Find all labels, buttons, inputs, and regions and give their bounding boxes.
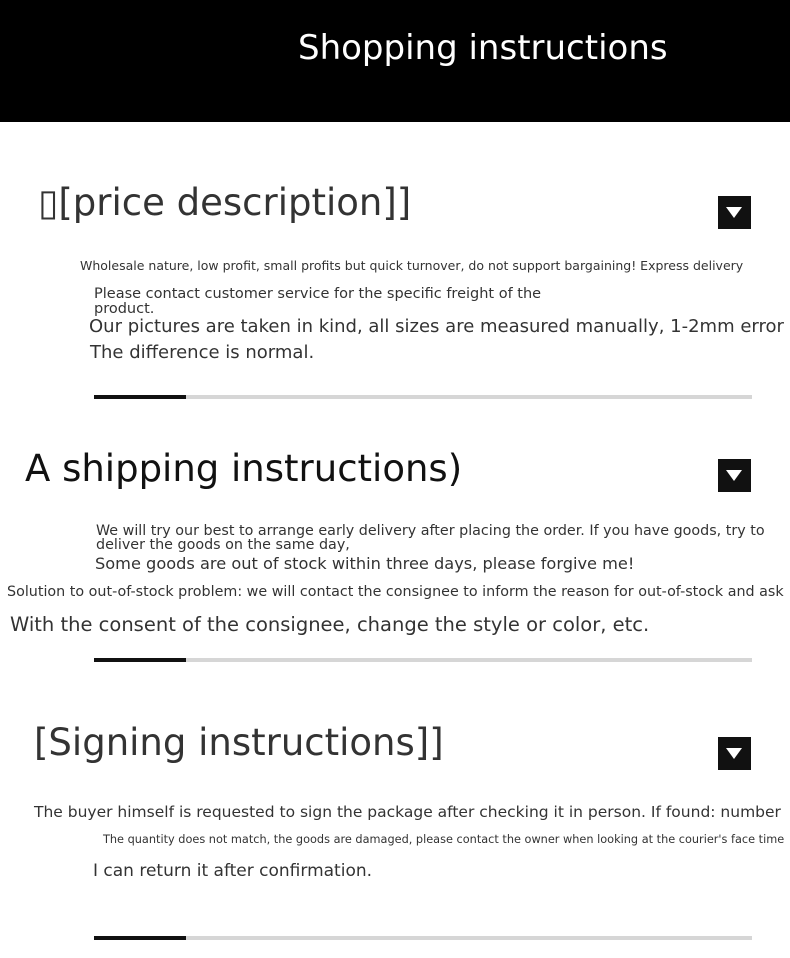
signing-section-progress bbox=[94, 936, 186, 940]
page-title: Shopping instructions bbox=[298, 28, 668, 68]
shipping-section-title: A shipping instructions) bbox=[25, 447, 463, 490]
price-line-5: The difference is normal. bbox=[90, 342, 315, 363]
price-section-progress bbox=[94, 395, 186, 399]
price-line-2: Please contact customer service for the specific freight of the bbox=[94, 286, 542, 302]
shipping-section-toggle-icon[interactable] bbox=[718, 459, 751, 492]
shipping-section-progress bbox=[94, 658, 186, 662]
shipping-line-5: With the consent of the consignee, change the style or color, etc. bbox=[10, 613, 650, 636]
shipping-section-divider bbox=[94, 658, 752, 662]
price-section-toggle-icon[interactable] bbox=[718, 196, 751, 229]
signing-line-1: The buyer himself is requested to sign the package after checking it in person. If found: number bbox=[34, 803, 781, 821]
price-line-3: product. bbox=[94, 301, 155, 317]
signing-section-divider bbox=[94, 936, 752, 940]
price-line-4: Our pictures are taken in kind, all sizes are measured manually, 1-2mm error bbox=[89, 316, 784, 337]
signing-section-title: [Signing instructions]] bbox=[34, 721, 444, 764]
signing-line-3: I can return it after confirmation. bbox=[93, 861, 373, 881]
shipping-line-2: deliver the goods on the same day, bbox=[96, 537, 350, 553]
shipping-line-4: Solution to out-of-stock problem: we will contact the consignee to inform the reason for out-of-stock and ask bbox=[7, 584, 784, 600]
price-line-1: Wholesale nature, low profit, small profits but quick turnover, do not support bargaining! Express delivery bbox=[80, 258, 744, 273]
shipping-line-1: We will try our best to arrange early delivery after placing the order. If you have goods, try to bbox=[96, 523, 765, 539]
price-section-divider bbox=[94, 395, 752, 399]
signing-section-toggle-icon[interactable] bbox=[718, 737, 751, 770]
signing-line-2: The quantity does not match, the goods are damaged, please contact the owner when looking at the courier's face time bbox=[103, 833, 785, 846]
page-header bbox=[0, 0, 790, 122]
shipping-line-3: Some goods are out of stock within three days, please forgive me! bbox=[95, 554, 635, 573]
price-section-title: ▯[price description]] bbox=[38, 181, 412, 224]
